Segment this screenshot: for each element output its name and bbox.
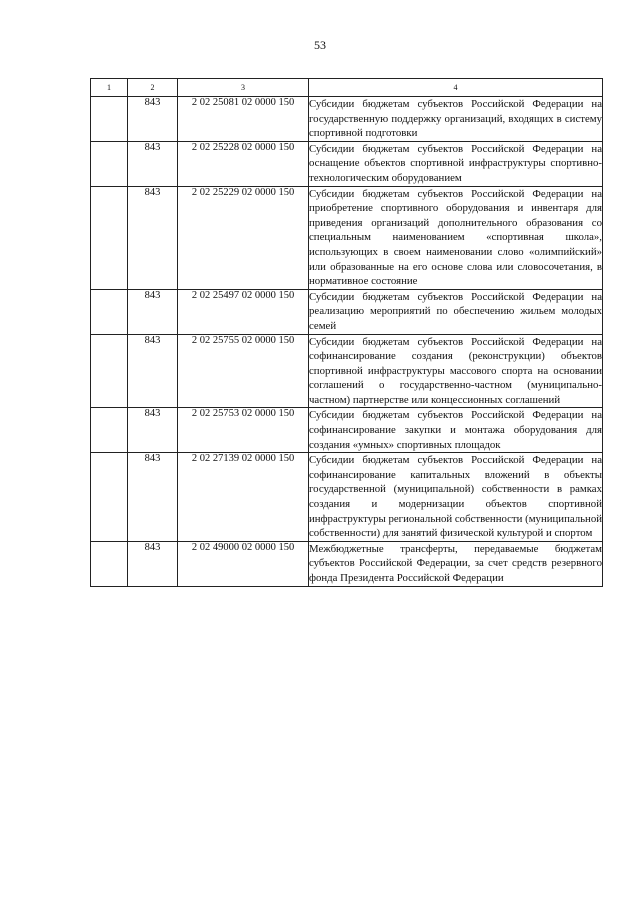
empty-cell xyxy=(91,453,128,542)
revenue-code-cell: 2 02 25497 02 0000 150 xyxy=(178,289,309,334)
empty-cell xyxy=(91,97,128,142)
revenue-name-cell: Субсидии бюджетам субъектов Российской Федерации на приобретение спортивного оборудования и инвентаря для приведения организаций дополнительного образования со специальным наименованием «спортивная школа», использующих в своем наименовании слово «олимпийский» или образованные на его основе слова или словосочетания, в нормативное состояние xyxy=(309,186,603,289)
table-row xyxy=(91,453,603,542)
revenue-code-cell: 2 02 25755 02 0000 150 xyxy=(178,334,309,408)
revenue-name-cell: Субсидии бюджетам субъектов Российской Федерации на оснащение объектов спортивной инфраструктуры спортивно-технологическим оборудованием xyxy=(309,141,603,186)
revenue-code-cell: 2 02 25753 02 0000 150 xyxy=(178,408,309,453)
admin-code-cell: 843 xyxy=(128,186,178,289)
revenue-name-cell: Субсидии бюджетам субъектов Российской Федерации на реализацию мероприятий по обеспечению жильем молодых семей xyxy=(309,289,603,334)
empty-cell xyxy=(91,408,128,453)
revenue-name-cell: Субсидии бюджетам субъектов Российской Федерации на софинансирование создания (реконструкции) объектов спортивной инфраструктуры массового спорта на основании соглашений о государственно-частном (муниципально-частном) партнерстве или концессионных соглашений xyxy=(309,334,603,408)
table-row xyxy=(91,541,603,586)
empty-cell xyxy=(91,141,128,186)
revenue-code-cell: 2 02 25081 02 0000 150 xyxy=(178,97,309,142)
empty-cell xyxy=(91,541,128,586)
revenue-name-cell: Субсидии бюджетам субъектов Российской Федерации на государственную поддержку организаций, входящих в систему спортивной подготовки xyxy=(309,97,603,142)
empty-cell xyxy=(91,186,128,289)
table-row xyxy=(91,408,603,453)
revenue-code-cell: 2 02 27139 02 0000 150 xyxy=(178,453,309,542)
admin-code-cell: 843 xyxy=(128,408,178,453)
budget-code-table xyxy=(90,78,603,587)
empty-cell xyxy=(91,334,128,408)
revenue-name-cell: Межбюджетные трансферты, передаваемые бюджетам субъектов Российской Федерации, за счет средств резервного фонда Президента Российской Федерации xyxy=(309,541,603,586)
page-number: 53 xyxy=(314,38,326,52)
admin-code-cell: 843 xyxy=(128,97,178,142)
admin-code-cell: 843 xyxy=(128,141,178,186)
revenue-name-cell: Субсидии бюджетам субъектов Российской Федерации на софинансирование закупки и монтажа оборудования для создания «умных» спортивных площадок xyxy=(309,408,603,453)
admin-code-cell: 843 xyxy=(128,453,178,542)
column-header-1: 1 xyxy=(91,79,128,97)
table-row xyxy=(91,97,603,142)
column-header-3: 3 xyxy=(178,79,309,97)
admin-code-cell: 843 xyxy=(128,541,178,586)
revenue-name-cell: Субсидии бюджетам субъектов Российской Федерации на софинансирование капитальных вложений в объекты государственной (муниципальной) собственности в рамках создания и модернизации объектов спортивной инфраструктуры региональной собственности (муниципальной собственности) для занятий физической культурой и спортом xyxy=(309,453,603,542)
revenue-code-cell: 2 02 25229 02 0000 150 xyxy=(178,186,309,289)
column-header-4: 4 xyxy=(309,79,603,97)
revenue-code-cell: 2 02 25228 02 0000 150 xyxy=(178,141,309,186)
admin-code-cell: 843 xyxy=(128,334,178,408)
admin-code-cell: 843 xyxy=(128,289,178,334)
table-header-row xyxy=(91,79,603,97)
table-row xyxy=(91,141,603,186)
column-header-2: 2 xyxy=(128,79,178,97)
table-row xyxy=(91,186,603,289)
table-row xyxy=(91,334,603,408)
empty-cell xyxy=(91,289,128,334)
revenue-code-cell: 2 02 49000 02 0000 150 xyxy=(178,541,309,586)
table-row xyxy=(91,289,603,334)
